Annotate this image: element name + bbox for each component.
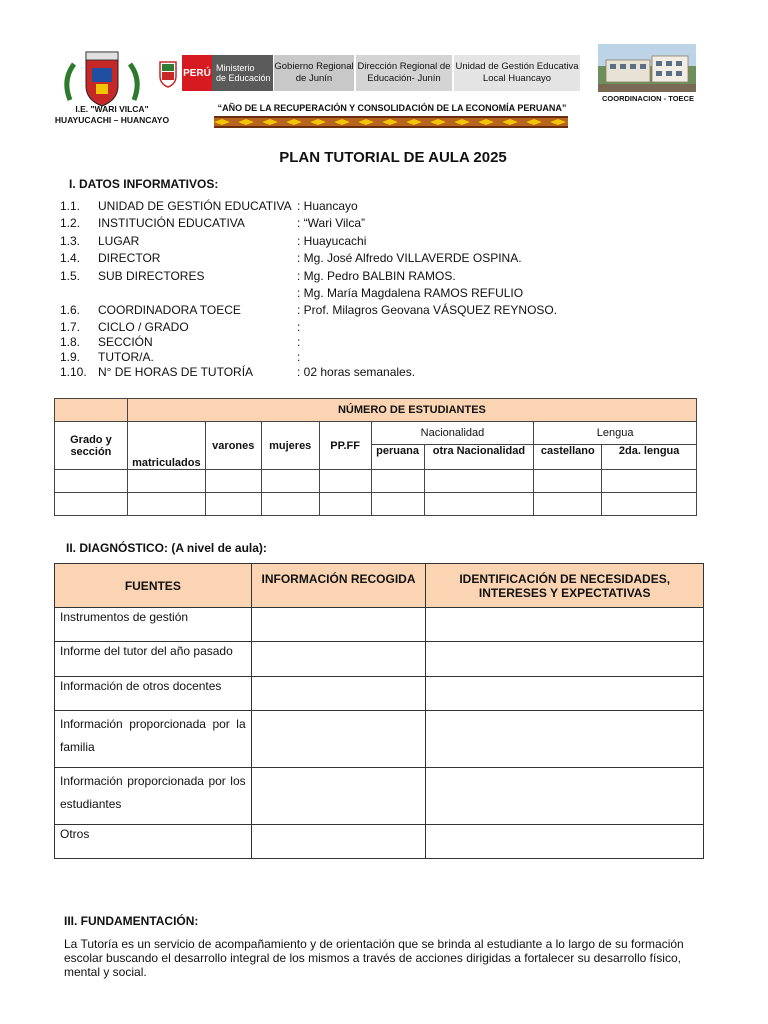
info-number: 1.1. [60, 199, 81, 213]
peruana-header: peruana [371, 445, 424, 470]
ugel-box: Unidad de Gestión Educativa Local Huancayo [454, 55, 580, 91]
source-cell: Informe del tutor del año pasado [55, 642, 252, 677]
info-label: INSTITUCIÓN EDUCATIVA [98, 216, 245, 230]
info-number: 1.7. [60, 320, 81, 334]
ppff-header: PP.FF [319, 422, 371, 470]
source-cell: Información de otros docentes [55, 677, 252, 711]
info-value: : Mg. José Alfredo VILLAVERDE OSPINA. [297, 251, 522, 265]
peru-shield-icon [158, 60, 178, 88]
info-row [60, 233, 367, 250]
info-row [60, 268, 456, 285]
students-table-corner [55, 399, 128, 422]
table-row [55, 642, 704, 677]
info-row [60, 302, 558, 319]
info-label: DIRECTOR [98, 251, 161, 265]
info-number: 1.6. [60, 303, 81, 317]
table-row [55, 768, 704, 825]
grade-section-header: Grado y sección [55, 422, 128, 470]
info-number: 1.5. [60, 269, 81, 283]
info-label: SECCIÓN [98, 335, 153, 349]
table-row [55, 711, 704, 768]
info-label: N° DE HORAS DE TUTORÍA [98, 365, 254, 379]
ministry-logo [182, 55, 273, 91]
varones-header: varones [205, 422, 261, 470]
info-row [60, 215, 366, 232]
matriculados-header: matriculados [127, 422, 205, 470]
school-building-photo [598, 44, 696, 92]
info-value: : “Wari Vilca” [297, 216, 366, 230]
source-cell: Información proporcionada por los estudiantes [55, 768, 252, 825]
info-label: UNIDAD DE GESTIÓN EDUCATIVA [98, 199, 292, 213]
section-2-heading: II. DIAGNÓSTICO: (A nivel de aula): [66, 541, 267, 555]
info-row [60, 364, 416, 381]
info-number: 1.2. [60, 216, 81, 230]
source-cell: Información proporcionada por la familia [55, 711, 252, 768]
section-1-heading: I. DATOS INFORMATIVOS: [69, 177, 219, 191]
year-motto: “AÑO DE LA RECUPERACIÓN Y CONSOLIDACIÓN DE LA ECONOMÍA PERUANA” [217, 103, 567, 113]
diagnostic-table [54, 563, 704, 859]
info-number: 1.10. [60, 365, 87, 379]
school-crest-logo [62, 50, 142, 108]
ministry-label: Ministerio de Educación [212, 55, 273, 91]
needs-header: IDENTIFICACIÓN DE NECESIDADES, INTERESES Y EXPECTATIVAS [426, 564, 704, 608]
school-name: I.E. "WARI VILCA" HUAYUCACHI – HUANCAYO [54, 104, 170, 125]
other-nationality-header: otra Nacionalidad [424, 445, 534, 470]
info-value: : Huayucachi [297, 234, 367, 248]
peru-label: PERÚ [182, 55, 212, 91]
info-row [60, 250, 522, 267]
nationality-header: Nacionalidad [371, 422, 534, 445]
students-table [54, 398, 697, 516]
regional-direction-box: Dirección Regional de Educación- Junín [356, 55, 452, 91]
info-row [60, 285, 524, 302]
info-number [60, 285, 98, 302]
coordination-label: COORDINACION - TOECE [602, 94, 694, 103]
mujeres-header: mujeres [261, 422, 319, 470]
section-3-heading: III. FUNDAMENTACIÓN: [64, 914, 199, 928]
info-label [98, 285, 298, 302]
info-value: : 02 horas semanales. [297, 365, 416, 379]
info-label: LUGAR [98, 234, 140, 248]
fundamentation-text: La Tutoría es un servicio de acompañamiento y de orientación que se brinda al estudiante a lo largo de su formación escolar buscando el desarrollo integral de los mismos a través de acciones dirigidas a fortalecer su desarrollo físico, mental y social. [64, 937, 684, 979]
table-row [55, 493, 697, 516]
table-row [55, 677, 704, 711]
info-value: : Huancayo [297, 199, 358, 213]
info-value: : Mg. Pedro BALBIN RAMOS. [297, 269, 456, 283]
second-language-header: 2da. lengua [602, 445, 697, 470]
castellano-header: castellano [534, 445, 602, 470]
info-row [60, 198, 358, 215]
info-label: CICLO / GRADO [98, 320, 189, 334]
document-title: PLAN TUTORIAL DE AULA 2025 [279, 149, 507, 166]
language-header: Lengua [534, 422, 697, 445]
source-cell: Instrumentos de gestión [55, 608, 252, 642]
decorative-band [214, 116, 568, 128]
info-number: 1.3. [60, 234, 81, 248]
info-value: : [297, 335, 301, 349]
info-label: TUTOR/A. [98, 350, 154, 364]
info-number: 1.9. [60, 350, 81, 364]
table-row [55, 470, 697, 493]
info-value: : [297, 350, 301, 364]
fuentes-header: FUENTES [55, 564, 252, 608]
info-collected-header: INFORMACIÓN RECOGIDA [251, 564, 426, 608]
info-number: 1.4. [60, 251, 81, 265]
source-cell: Otros [55, 825, 252, 859]
info-label: COORDINADORA TOECE [98, 303, 241, 317]
table-row [55, 608, 704, 642]
table-row [55, 825, 704, 859]
info-number: 1.8. [60, 335, 81, 349]
students-table-title: NÚMERO DE ESTUDIANTES [127, 399, 696, 422]
info-value: : [297, 320, 301, 334]
info-value: : Mg. María Magdalena RAMOS REFULIO [297, 286, 524, 300]
info-value: : Prof. Milagros Geovana VÁSQUEZ REYNOSO. [297, 303, 558, 317]
info-label: SUB DIRECTORES [98, 269, 205, 283]
regional-government-box: Gobierno Regional de Junín [274, 55, 354, 91]
